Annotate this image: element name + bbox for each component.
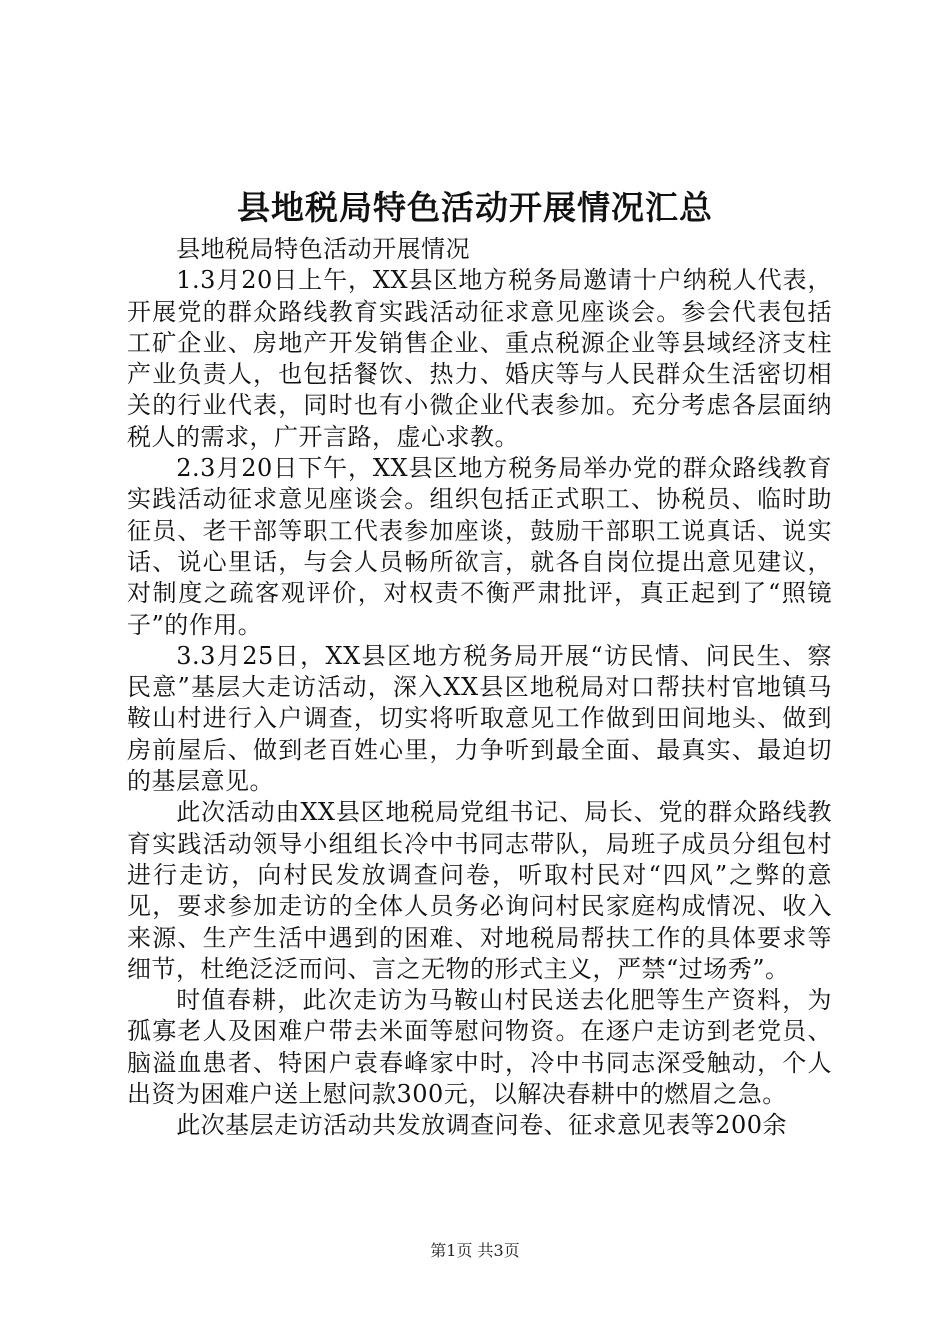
- paragraph-spring-plowing: 时值春耕，此次走访为马鞍山村民送去化肥等生产资料，为孤寡老人及困难户带去米面等慰问物资。在逐户走访到老党员、脑溢血患者、特困户袁春峰家中时，冷中书同志深受触动，个人出资为困难户送上慰问款300元，以解决春耕中的燃眉之急。: [127, 986, 832, 1109]
- paragraph-subtitle: 县地税局特色活动开展情况: [176, 235, 471, 263]
- paragraph-survey-summary: 此次基层走访活动共发放调查问卷、征求意见表等200余: [176, 1111, 787, 1140]
- paragraph-item-2: 2.3月20日下午，XX县区地方税务局举办党的群众路线教育实践活动征求意见座谈会。组织包括正式职工、协税员、临时助征员、老干部等职工代表参加座谈，鼓励干部职工说真话、说实话、说心里话，与会人员畅所欲言，就各自岗位提出意见建议，对制度之疏客观评价，对权责不衡严肃批评，真正起到了“照镜子”的作用。: [127, 454, 832, 639]
- document-body: [127, 234, 832, 1142]
- page-footer: 第1页 共3页: [430, 1241, 520, 1260]
- paragraph-activity-detail: 此次活动由XX县区地税局党组书记、局长、党的群众路线教育实践活动领导小组组长冷中书同志带队，局班子成员分组包村进行走访，向村民发放调查问卷，听取村民对“四风”之弊的意见，要求参加走访的全体人员务必询问村民家庭构成情况、收入来源、生产生活中遇到的困难、对地税局帮扶工作的具体要求等细节，杜绝泛泛而问、言之无物的形式主义，严禁“过场秀”。: [127, 798, 832, 983]
- paragraph-item-3: 3.3月25日，XX县区地方税务局开展“访民情、问民生、察民意”基层大走访活动，深入XX县区地税局对口帮扶村官地镇马鞍山村进行入户调查，切实将听取意见工作做到田间地头、做到房前屋后、做到老百姓心里，力争听到最全面、最真实、最迫切的基层意见。: [127, 641, 832, 796]
- document-title: 县地税局特色活动开展情况汇总: [237, 188, 713, 227]
- paragraph-item-1: 1.3月20日上午，XX县区地方税务局邀请十户纳税人代表，开展党的群众路线教育实践活动征求意见座谈会。参会代表包括工矿企业、房地产开发销售企业、重点税源企业等县域经济支柱产业负责人，也包括餐饮、热力、婚庆等与人民群众生活密切相关的行业代表，同时也有小微企业代表参加。充分考虑各层面纳税人的需求，广开言路，虚心求教。: [127, 266, 832, 451]
